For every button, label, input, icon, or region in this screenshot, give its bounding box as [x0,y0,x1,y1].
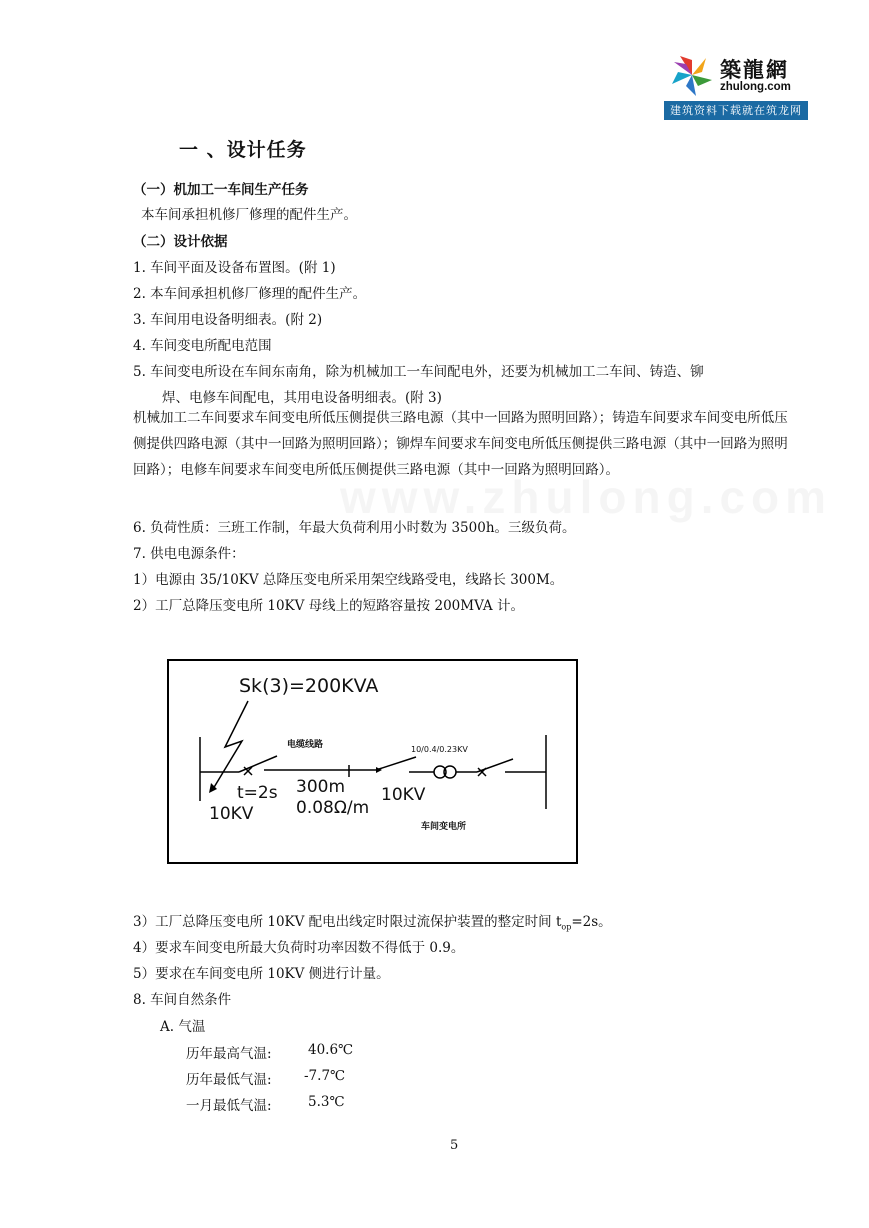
zhulong-logo [664,46,808,122]
section-title: 一 、设计任务 [179,139,307,161]
list-item: 8. 车间自然条件 [133,992,232,1008]
cond3-text: 3）工厂总降压变电所 10KV 配电出线定时限过流保护装置的整定时间 t [133,914,562,930]
condition-item: 1）电源由 35/10KV 总降压变电所采用架空线路受电，线路长 300M。 [133,572,564,588]
temp-label: 一月最低气温: [186,1098,272,1114]
condition-item: 5）要求在车间变电所 10KV 侧进行计量。 [133,966,390,982]
condition-item: 2）工厂总降压变电所 10KV 母线上的短路容量按 200MVA 计。 [133,598,524,614]
condition-item: 4）要求车间变电所最大负荷时功率因数不得低于 0.9。 [133,940,465,956]
temp-value: -7.7℃ [304,1068,346,1084]
substation-label: 车间变电所 [421,822,467,832]
list-item: 1. 车间平面及设备布置图。(附 1) [133,260,336,276]
list-item: 7. 供电电源条件： [133,546,245,562]
condition-item [133,910,612,932]
impedance-label: 0.08Ω/m [296,798,370,818]
list-item: 4. 车间变电所配电范围 [133,338,272,354]
cond3-subscript: op [561,922,572,932]
cable-label: 电缆线路 [287,740,324,750]
transformer-label: 10/0.4/0.23KV [411,745,468,754]
sub1-heading: （一）机加工一车间生产任务 [133,182,309,198]
mid-voltage-label: 10KV [381,785,426,805]
length-label: 300m [296,777,346,797]
logo-brand-en: zhulong.com [720,81,791,93]
temp-label: 历年最低气温: [186,1072,272,1088]
page-number: 5 [450,1138,459,1153]
list-item-continuation: 焊、电修车间配电，其用电设备明细表。(附 3) [162,390,442,406]
cond3-tail: =2s。 [571,914,612,930]
sub2-heading: （二）设计依据 [133,234,228,250]
logo-tagline: 建筑资料下载就在筑龙网 [664,101,808,120]
list-item: 6. 负荷性质：三班工作制，年最大负荷利用小时数为 3500h。三级负荷。 [133,520,576,536]
list-item: 2. 本车间承担机修厂修理的配件生产。 [133,286,367,302]
left-voltage-label: 10KV [209,804,254,824]
pinwheel-logo-icon [666,50,718,100]
sub-item: A. 气温 [160,1019,206,1035]
logo-brand-cn: 築龍網 [720,58,789,82]
time-label: t=2s [237,783,278,803]
wiring-diagram [167,659,578,864]
temp-value: 40.6℃ [308,1042,354,1058]
list-item: 3. 车间用电设备明细表。(附 2) [133,312,323,328]
sub1-text: 本车间承担机修厂修理的配件生产。 [141,207,357,223]
short-circuit-label: Sk(3)=200KVA [239,675,379,697]
temp-value: 5.3℃ [308,1094,345,1110]
requirements-paragraph: 机械加工二车间要求车间变电所低压侧提供三路电源（其中一回路为照明回路）；铸造车间要求车间变电所低压侧提供四路电源（其中一回路为照明回路）；铆焊车间要求车间变电所低压侧提供三路电源（其中一回路为照明回路）；电修车间要求车间变电所低压侧提供三路电源（其中一回路为照明回路）。 [133,410,788,478]
list-item: 5. 车间变电所设在车间东南角，除为机械加工一车间配电外，还要为机械加工二车间、铸造、铆 [133,364,704,380]
temp-label: 历年最高气温: [186,1046,272,1062]
